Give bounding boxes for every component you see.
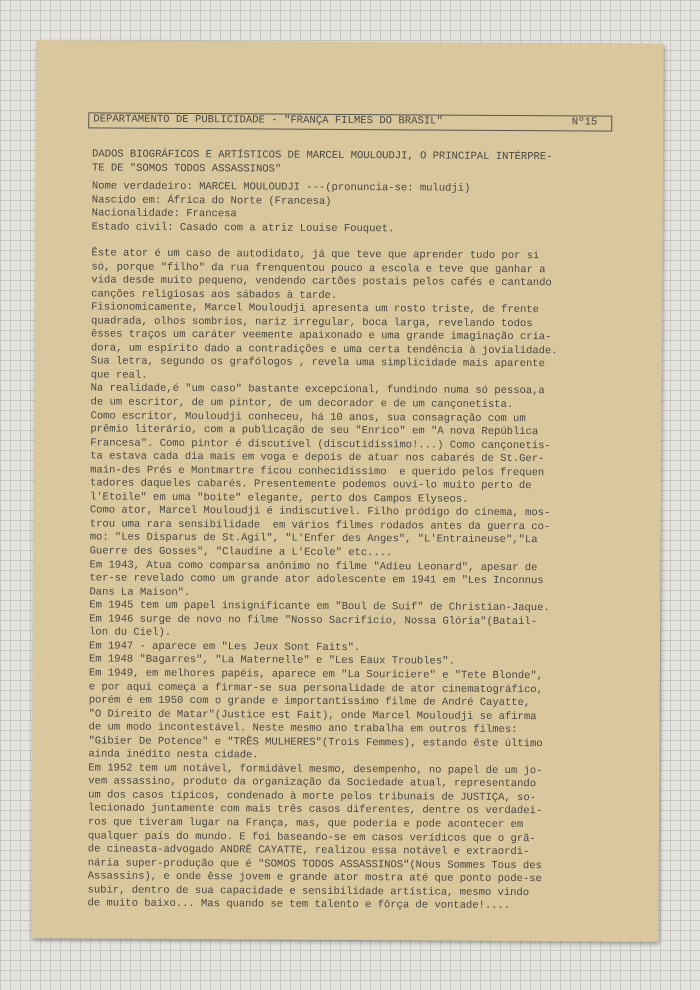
body-line: Fisionomicamente, Marcel Mouloudji apresenta um rosto triste, de frente <box>91 301 539 317</box>
body-line: ainda inédito nesta cidade. <box>88 748 259 762</box>
body-line: Em 1943, Atua como comparsa anônimo no filme "Adieu Leonard", apesar de <box>89 559 538 574</box>
body-line: Em 1952 tem um notável, formidável mesmo, desempenho, no papel de um jo- <box>88 762 543 777</box>
body-line: Em 1949, em melhores papéis, aparece em "La Souriciere" e "Tete Blonde", <box>88 667 544 683</box>
body-line: que real. <box>90 369 148 382</box>
body-line: subir, dentro de sua capacidade e sensibilidade artística, mesmo vindo <box>87 884 530 899</box>
body-line: lecionado juntamente com mais três casos diferentes, dentre os verdadei- <box>88 802 543 818</box>
fact-nationality: Nacionalidade: Francesa <box>91 207 237 221</box>
header-title: DEPARTAMENTO DE PUBLICIDADE - "FRANÇA FILMES DO BRASIL" <box>93 113 443 128</box>
body-line: trou uma rara sensibilidade em vários filmes rodados antes da guerra co- <box>89 518 551 534</box>
body-line: Em 1946 surge de novo no filme "Nosso Sacrifício, Nossa Glória"(Batail- <box>89 613 538 628</box>
body-line: um dos casos típicos, condenado à morte pelos tribunais de JUSTIÇA, so- <box>88 789 536 805</box>
body-line: Em 1948 "Bagarres", "La Maternelle" e "Les Eaux Troubles". <box>88 653 455 669</box>
body-line: Como ator, Marcel Mouloudji é indiscutível. Filho pródigo do cinema, mos- <box>89 504 551 520</box>
body-line: Êste ator é um caso de autodidato, já que teve que aprender tudo por si <box>91 247 540 263</box>
body-line: êsses traços um caráter veemente apaixonado e uma grande imaginação cria- <box>90 328 552 344</box>
body-line: canções religiosas aos sábados à tarde. <box>91 288 338 302</box>
fact-real-name: Nome verdadeiro: MARCEL MOULOUDJI ---(pronuncia-se: muludji) <box>91 180 471 195</box>
body-line: Guerre des Gosses", "Claudine a L'Ecole" etc.... <box>89 545 393 560</box>
typed-document-sheet <box>31 40 663 942</box>
body-line: l'Etoile" em uma "boite" elegante, perto dos Campos Elyseos. <box>89 491 469 506</box>
body-line: mo: "Les Disparus de St.Agil", "L'Enfer des Anges", "L'Entraineuse","La <box>89 531 538 547</box>
body-line: ta estava cada dia mais em voga e depois de atuar nos cabarés de St.Ger- <box>90 450 545 466</box>
body-line: Em 1945 tem um papel insignificante em "Boul de Suif" de Christian-Jaque. <box>89 599 550 615</box>
body-line: ros que tiveram lugar na França, mas, que poderia e pode acontecer em <box>87 816 524 832</box>
biography-body <box>87 247 558 914</box>
body-line: e por aqui começa a firmar-se sua personalidade de ator cinematográfico, <box>88 680 543 696</box>
body-line: vem assassino, produto da organização da Sociedade atual, representando <box>88 775 537 791</box>
document-header-box <box>88 112 612 131</box>
body-line: Francesa". Como pintor é discutível (discutidíssimo!...) Como cançonetis- <box>90 437 551 452</box>
body-line: vida desde muito pequeno, vendendo cartões postais pelos cafés e cantando <box>91 274 552 290</box>
body-line: de um modo incontestável. Neste mesmo ano trabalha em outros filmes: <box>88 721 518 737</box>
body-line: dora, um espírito dado a contradições e uma certa tendência à jovialidade. <box>90 342 558 358</box>
body-line: Assassins), e onde êsse jovem e grande ator mostra até que ponto pode-se <box>87 870 542 886</box>
body-line: Dans La Maison". <box>89 586 191 599</box>
body-line: "Gibier De Potence" e "TRÊS MULHERES"(Trois Femmes), estando êste último <box>88 735 543 750</box>
body-line: qualquer país do mundo. E foi baseando-se em casos verídicos que o grã- <box>87 829 536 845</box>
title-line: DADOS BIOGRÁFICOS E ARTÍSTICOS DE MARCEL MOULOUDJI, O PRINCIPAL INTÉRPRE- <box>92 148 553 164</box>
body-line: porém é em 1950 com o grande e importantíssimo filme de André Cayatte, <box>88 694 531 710</box>
body-line: "O Direito de Matar"(Justice est Fait), onde Marcel Mouloudji se afirma <box>88 708 537 723</box>
body-line: lon du Ciel). <box>89 626 172 640</box>
body-line: main-des Prés e Montmartre ficou conhecidíssimo e querido pelos frequen <box>90 464 545 479</box>
personal-facts <box>92 180 471 236</box>
body-line: nária super-produção que é "SOMOS TODOS ASSASSINOS"(Nous Sommes Tous des <box>87 857 542 872</box>
document-number: Nº15 <box>571 116 598 129</box>
body-line: Na realidade,é "um caso" bastante excepcional, fundindo numa só pessoa,a <box>90 382 545 398</box>
body-line: prêmio literário, com a publicação de seu "Enrico" em "A nova República <box>90 423 539 439</box>
body-line: tadores daqueles cabarés. Presentemente podemos ouví-lo muito perto de <box>90 477 532 493</box>
body-line: Como escritor, Mouloudji conheceu, há 10 anos, sua consagração com um <box>90 409 526 425</box>
body-line: Sua letra, segundo os grafólogos , revela uma simplicidade mais aparente <box>90 355 545 371</box>
document-title <box>92 148 553 178</box>
body-line: de cineasta-advogado ANDRÉ CAYATTE, realizou essa notável e extraordi- <box>87 843 530 859</box>
body-line: ter-se revelado como um grande ator adolescente em 1941 em "Les Inconnus <box>89 572 544 588</box>
body-line: de um escritor, de um pintor, de um decorador e de um cançonetista. <box>90 396 514 412</box>
body-line: quadrada, olhos sombrios, nariz irregular, boca larga, revelando todos <box>90 315 533 330</box>
fact-birthplace: Nascido em: África do Norte (Francesa) <box>91 193 332 208</box>
body-line: de muito baixo... Mas quando se tem talento e fôrça de vontade!.... <box>87 897 511 913</box>
body-line: só, porque "filho" da rua frenquentou pouco a escola e teve que ganhar a <box>91 260 546 276</box>
body-line: Em 1947 - aparece em "Les Jeux Sont Faits". <box>89 640 361 654</box>
fact-marital-status: Estado civil: Casado com a atriz Louise Fouquet. <box>91 221 395 235</box>
title-line: TE DE "SOMOS TODOS ASSASSINOS" <box>91 161 282 176</box>
